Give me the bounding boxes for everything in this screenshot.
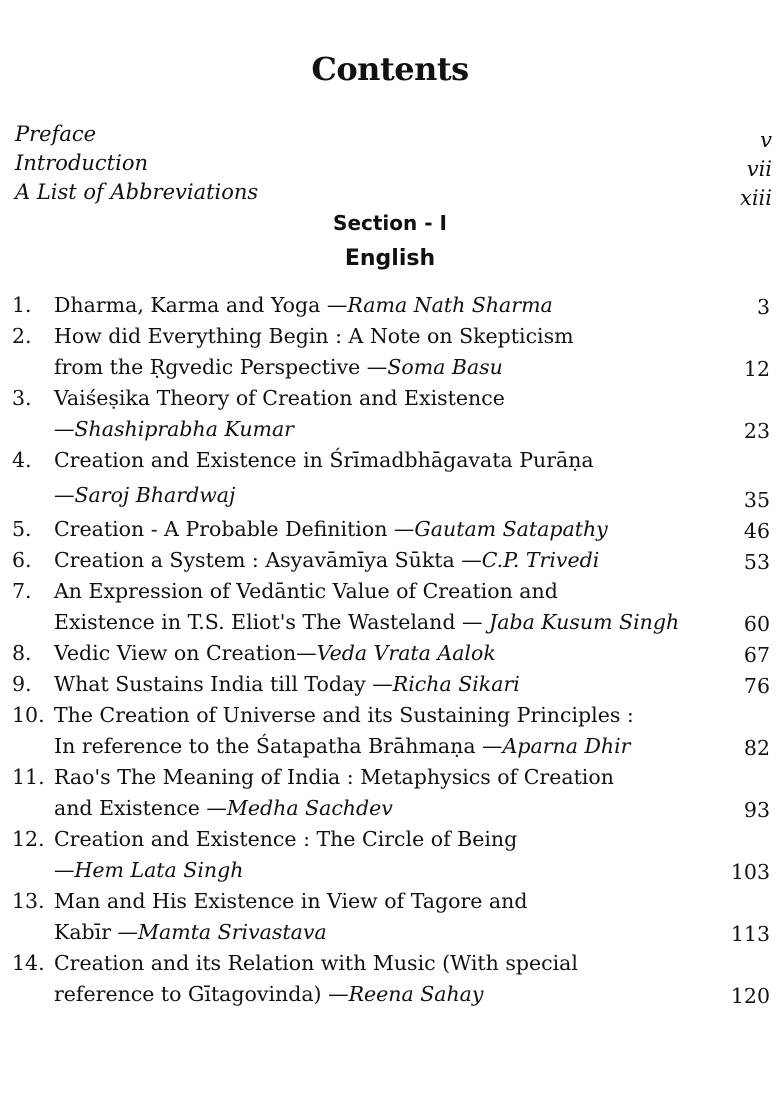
entry-line — [54, 514, 722, 545]
entry-line — [54, 414, 722, 445]
entry-number: 1. — [12, 293, 32, 317]
entry-line — [54, 855, 722, 886]
entry-author: Soma Basu — [387, 355, 503, 379]
entry-line — [54, 700, 722, 731]
entry-number: 6. — [12, 548, 32, 572]
entry-line — [54, 321, 722, 352]
entry-title-text: and Existence — — [54, 796, 227, 820]
contents-entry — [12, 290, 770, 321]
entry-line — [54, 576, 722, 607]
entry-line — [54, 793, 722, 824]
entry-number: 14. — [12, 951, 45, 975]
entry-author: Reena Sahay — [348, 982, 484, 1006]
entry-page-number: 93 — [743, 798, 770, 822]
entry-author: C.P. Trivedi — [481, 548, 600, 572]
entry-line — [54, 731, 722, 762]
entry-author: Veda Vrata Aalok — [316, 641, 496, 665]
contents-entry — [12, 445, 770, 514]
entry-title-text: Creation - A Probable Definition — — [54, 517, 415, 541]
entry-line — [54, 948, 722, 979]
section-language: English — [344, 246, 436, 271]
contents-list — [12, 290, 770, 1010]
front-matter-page: vii — [746, 157, 772, 181]
contents-entry — [12, 886, 770, 948]
entry-title-text: How did Everything Begin : A Note on Skepticism — [54, 324, 574, 348]
entry-title-text: — — [54, 483, 75, 507]
entry-line — [54, 762, 722, 793]
front-matter-item — [15, 180, 772, 209]
entry-page-number: 46 — [743, 519, 770, 543]
entry-page-number: 113 — [730, 922, 770, 946]
front-matter-title: Preface — [15, 122, 97, 146]
entry-title-text: — — [54, 417, 75, 441]
contents-entry — [12, 576, 770, 638]
entry-number: 12. — [12, 827, 45, 851]
entry-title-text: The Creation of Universe and its Sustaining Principles : — [54, 703, 634, 727]
front-matter-item — [15, 151, 772, 180]
contents-entry — [12, 669, 770, 700]
entry-page-number: 120 — [730, 984, 770, 1008]
entry-number: 2. — [12, 324, 32, 348]
entry-line — [54, 383, 722, 414]
contents-entry — [12, 824, 770, 886]
entry-page-number: 53 — [743, 550, 770, 574]
entry-author: Saroj Bhardwaj — [74, 483, 236, 507]
front-matter-title: A List of Abbreviations — [15, 180, 259, 204]
entry-author: Medha Sachdev — [226, 796, 393, 820]
entry-title-text: Vedic View on Creation— — [54, 641, 317, 665]
contents-entry — [12, 948, 770, 1010]
contents-entry — [12, 545, 770, 576]
entry-line — [54, 824, 722, 855]
entry-title-text: Rao's The Meaning of India : Metaphysics of Creation — [54, 765, 614, 789]
front-matter-page: v — [760, 128, 772, 152]
entry-author: Shashiprabha Kumar — [74, 417, 294, 441]
entry-number: 8. — [12, 641, 32, 665]
entry-line — [54, 290, 722, 321]
entry-number: 11. — [12, 765, 45, 789]
entry-line — [54, 545, 722, 576]
entry-author: Jaba Kusum Singh — [489, 610, 680, 634]
entry-author: Rama Nath Sharma — [347, 293, 553, 317]
entry-page-number: 60 — [743, 612, 770, 636]
entry-title-text: An Expression of Vedāntic Value of Creation and — [54, 579, 558, 603]
entry-title-text: Man and His Existence in View of Tagore and — [54, 889, 528, 913]
entry-page-number: 23 — [743, 419, 770, 443]
entry-author: Aparna Dhir — [502, 734, 631, 758]
entry-line — [54, 352, 722, 383]
front-matter-item — [15, 122, 772, 151]
page-title: Contents — [311, 50, 469, 88]
contents-entry — [12, 638, 770, 669]
entry-number: 9. — [12, 672, 32, 696]
entry-title-text: What Sustains India till Today — — [54, 672, 393, 696]
entry-page-number: 82 — [743, 736, 770, 760]
entry-page-number: 67 — [743, 643, 770, 667]
entry-line — [54, 979, 722, 1010]
front-matter-page: xiii — [740, 186, 772, 210]
entry-page-number: 103 — [730, 860, 770, 884]
entry-number: 13. — [12, 889, 45, 913]
entry-title-text: reference to Gītagovinda) — — [54, 982, 349, 1006]
entry-author: Mamta Srivastava — [138, 920, 327, 944]
entry-title-text: Creation and Existence : The Circle of Being — [54, 827, 518, 851]
entry-title-text: — — [54, 858, 75, 882]
entry-author: Richa Sikari — [392, 672, 520, 696]
section-heading: Section - I — [333, 211, 447, 235]
contents-entry — [12, 700, 770, 762]
contents-entry — [12, 762, 770, 824]
contents-entry — [12, 514, 770, 545]
entry-number: 10. — [12, 703, 45, 727]
entry-title-text: from the Ṛgvedic Perspective — — [54, 355, 388, 379]
entry-number: 4. — [12, 448, 32, 472]
entry-line — [54, 917, 722, 948]
entry-page-number: 3 — [756, 295, 770, 319]
entry-author: Hem Lata Singh — [74, 858, 244, 882]
entry-title-text: Creation and Existence in Śrīmadbhāgavata Purāṇa — [54, 448, 594, 472]
entry-number: 7. — [12, 579, 32, 603]
entry-line — [54, 886, 722, 917]
entry-line — [54, 445, 722, 476]
entry-title-text: Vaiśeṣika Theory of Creation and Existence — [54, 386, 505, 410]
entry-number: 5. — [12, 517, 32, 541]
entry-title-text: In reference to the Śatapatha Brāhmaṇa — — [54, 734, 503, 758]
entry-title-text: Existence in T.S. Eliot's The Wasteland — — [54, 610, 489, 634]
entry-line — [54, 638, 722, 669]
entry-page-number: 12 — [743, 357, 770, 381]
entry-line — [54, 607, 722, 638]
entry-page-number: 76 — [743, 674, 770, 698]
entry-page-number: 35 — [743, 488, 770, 512]
front-matter-title: Introduction — [15, 151, 148, 175]
entry-number: 3. — [12, 386, 32, 410]
entry-title-text: Creation and its Relation with Music (With special — [54, 951, 578, 975]
entry-title-text: Creation a System : Asyavāmīya Sūkta — — [54, 548, 482, 572]
contents-entry — [12, 383, 770, 445]
entry-line — [54, 476, 722, 514]
front-matter-list — [15, 122, 772, 209]
entry-line — [54, 669, 722, 700]
entry-title-text: Dharma, Karma and Yoga — — [54, 293, 348, 317]
entry-author: Gautam Satapathy — [414, 517, 608, 541]
entry-title-text: Kabīr — — [54, 920, 139, 944]
contents-entry — [12, 321, 770, 383]
